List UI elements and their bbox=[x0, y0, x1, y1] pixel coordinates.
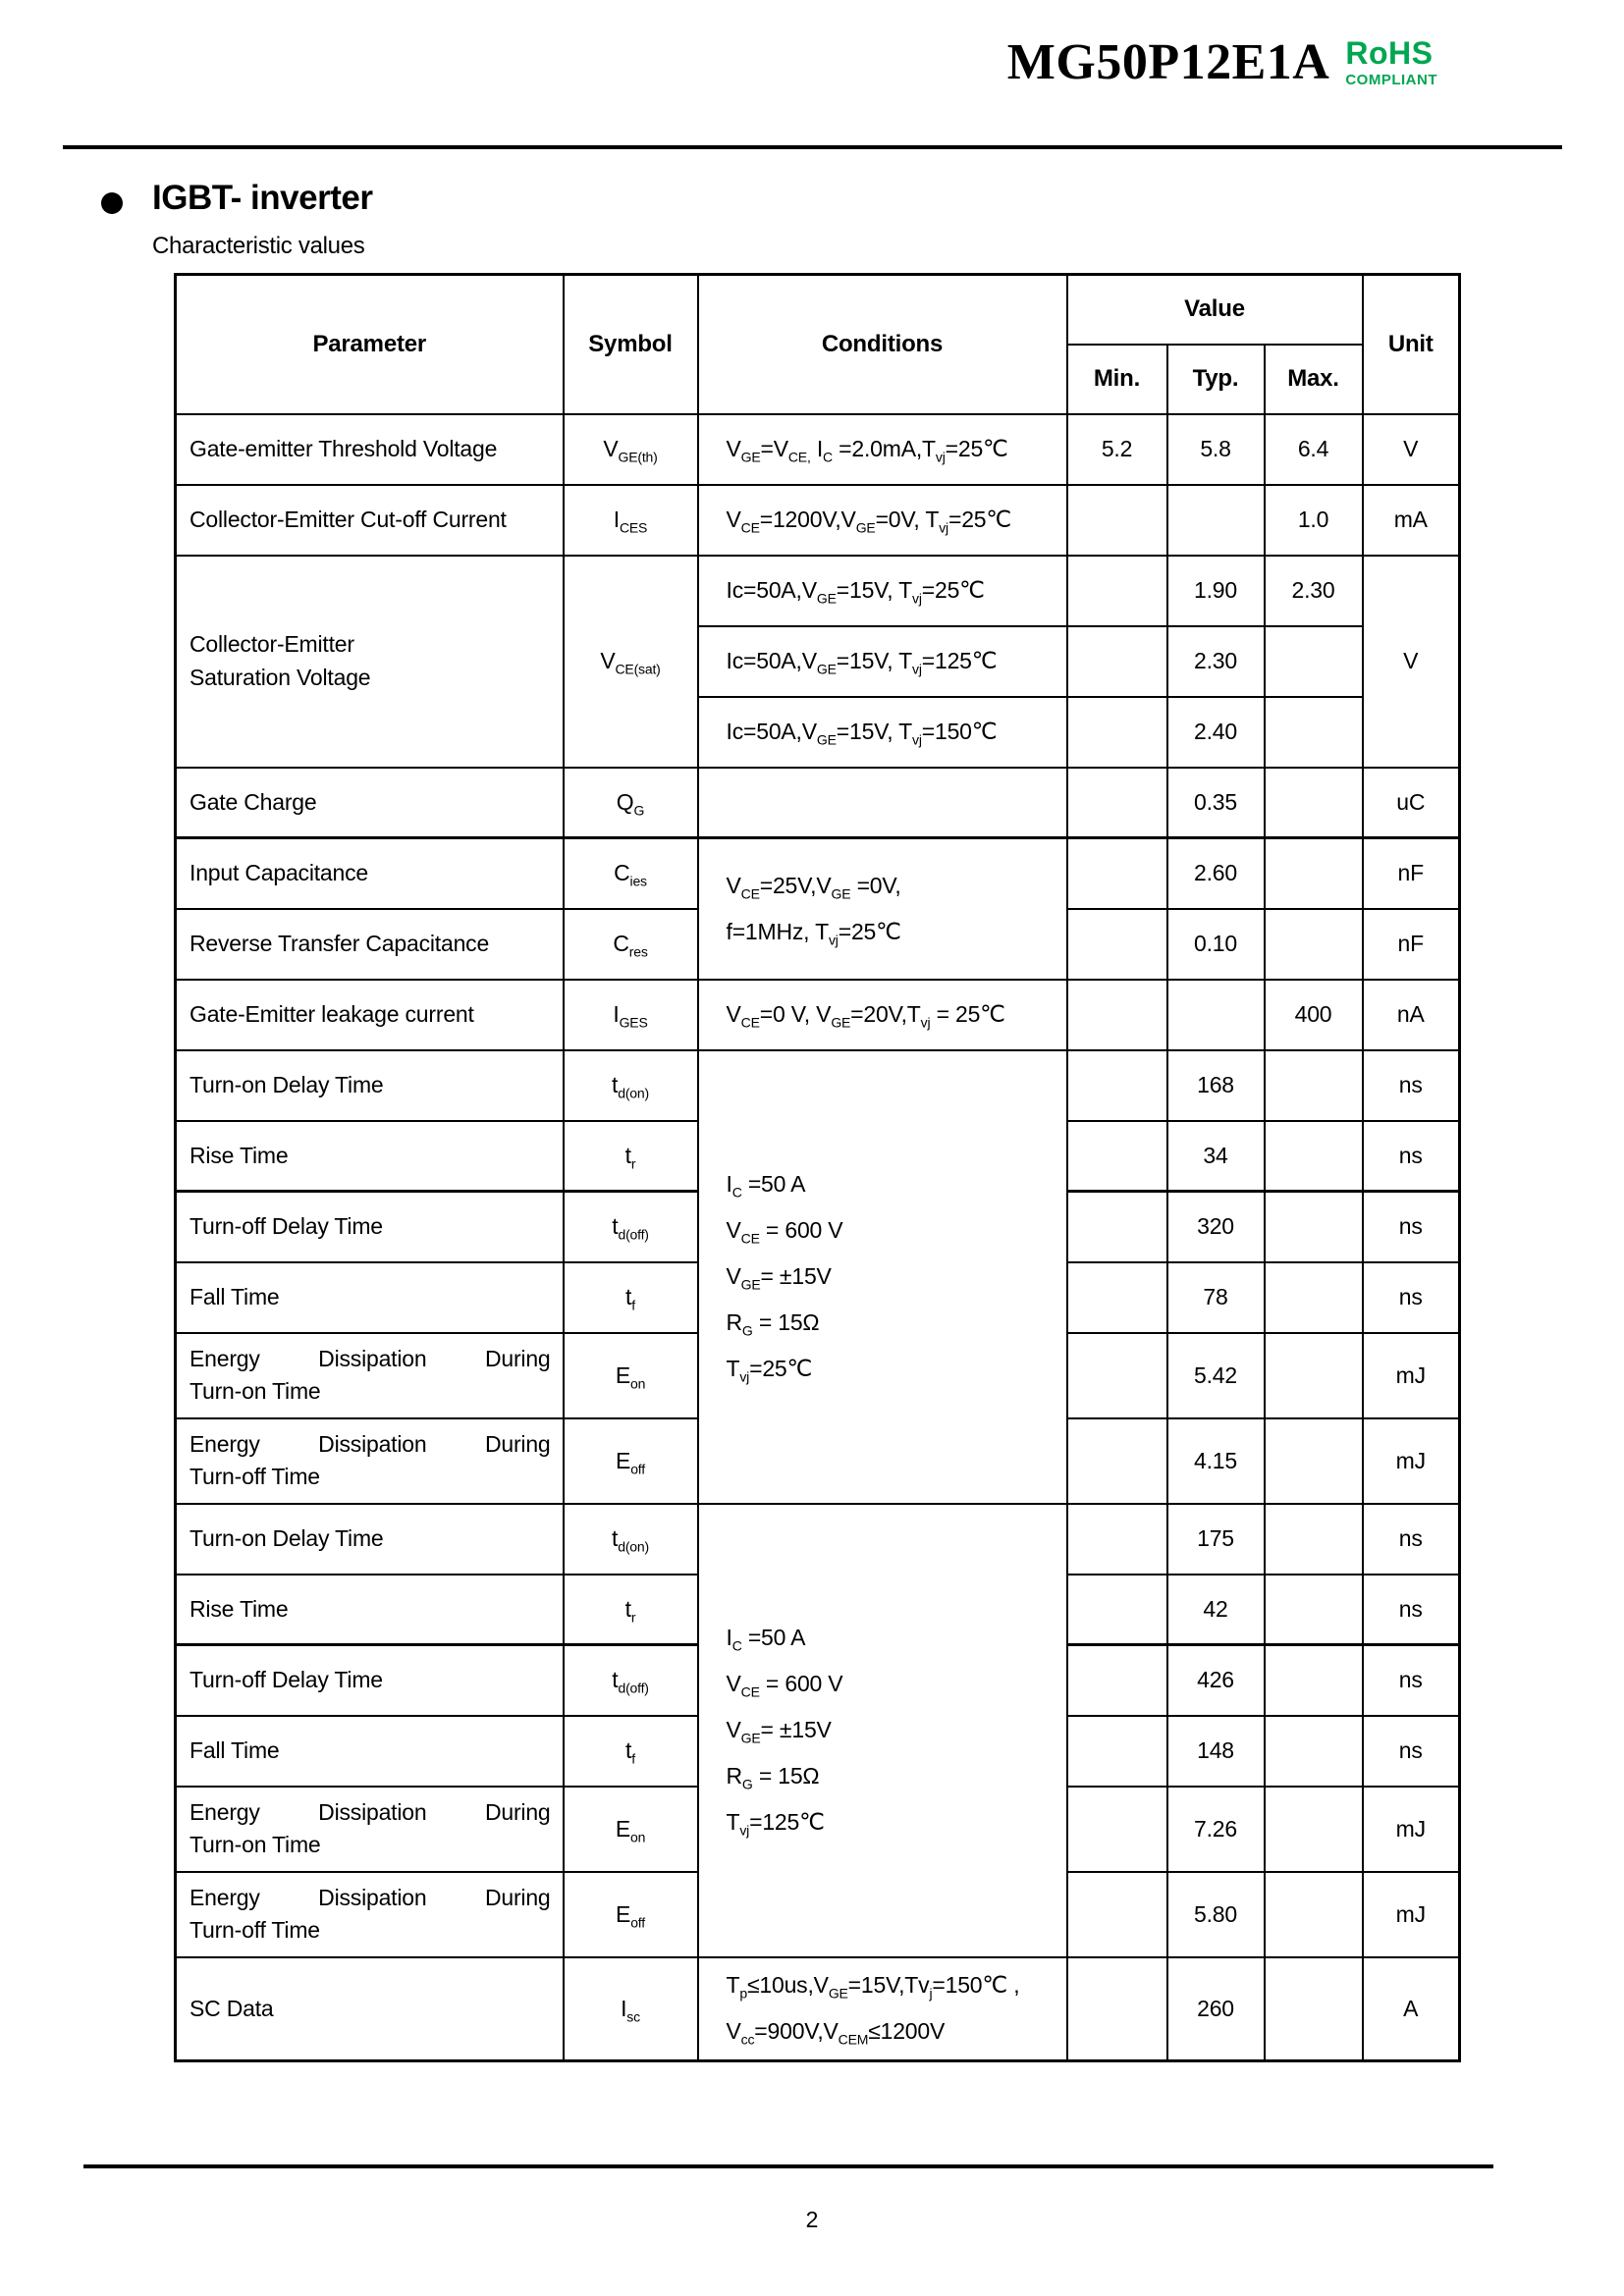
cell-conditions: $T_p\le 10us,V_{GE}=15V,Tv_j=150℃$ , $V_{cc}=900V,V_{CEM}\le 1200V$ bbox=[698, 1957, 1067, 2061]
cell-symbol: $t_{d(on)}$ bbox=[564, 1050, 698, 1121]
cell-typ: 78 bbox=[1167, 1262, 1265, 1333]
col-header-conditions: Conditions bbox=[698, 275, 1067, 414]
table-row bbox=[176, 1957, 1460, 2061]
col-header-value: Value bbox=[1067, 275, 1363, 345]
cell-unit: ns bbox=[1363, 1575, 1460, 1645]
cell-max bbox=[1265, 1575, 1363, 1645]
cell-symbol: $I_{sc}$ bbox=[564, 1957, 698, 2061]
col-header-min: Min. bbox=[1067, 345, 1167, 414]
cell-typ: 168 bbox=[1167, 1050, 1265, 1121]
bullet-icon bbox=[101, 192, 123, 214]
cell-typ: 260 bbox=[1167, 1957, 1265, 2061]
cell-max bbox=[1265, 838, 1363, 909]
cell-typ: 34 bbox=[1167, 1121, 1265, 1192]
cell-min bbox=[1067, 1262, 1167, 1333]
cell-typ: 175 bbox=[1167, 1504, 1265, 1575]
cell-symbol: $t_r$ bbox=[564, 1121, 698, 1192]
cell-conditions: $Ic=50A,V_{GE}=15V$, $T_{vj}=25℃$ bbox=[698, 556, 1067, 626]
cell-min bbox=[1067, 980, 1167, 1050]
cell-unit: uC bbox=[1363, 768, 1460, 838]
table-header-row bbox=[176, 275, 1460, 345]
cell-min: 5.2 bbox=[1067, 414, 1167, 485]
cell-typ: 5.42 bbox=[1167, 1333, 1265, 1418]
cell-conditions: $V_{CE}=0$ V, $V_{GE}=20V,T_{vj}$ = 25℃ bbox=[698, 980, 1067, 1050]
table-row bbox=[176, 556, 1460, 626]
cell-max bbox=[1265, 1121, 1363, 1192]
cell-conditions: $V_{CE}=25V,V_{GE} =0V$, f=1MHz, $T_{vj}=25℃$ bbox=[698, 838, 1067, 980]
cell-typ: 426 bbox=[1167, 1645, 1265, 1716]
cell-symbol: $t_{d(off)}$ bbox=[564, 1192, 698, 1262]
cell-typ: 2.40 bbox=[1167, 697, 1265, 768]
col-header-parameter: Parameter bbox=[176, 275, 564, 414]
cell-parameter: Turn-off Delay Time bbox=[176, 1645, 564, 1716]
cell-unit: ns bbox=[1363, 1262, 1460, 1333]
cell-max bbox=[1265, 1787, 1363, 1872]
cell-symbol: $I_{GES}$ bbox=[564, 980, 698, 1050]
cell-unit: A bbox=[1363, 1957, 1460, 2061]
cell-symbol: $t_f$ bbox=[564, 1262, 698, 1333]
cell-max bbox=[1265, 1418, 1363, 1504]
cell-parameter: Collector-Emitter Cut-off Current bbox=[176, 485, 564, 556]
cell-unit: mJ bbox=[1363, 1333, 1460, 1418]
col-header-unit: Unit bbox=[1363, 275, 1460, 414]
cell-parameter: Turn-on Delay Time bbox=[176, 1050, 564, 1121]
cell-min bbox=[1067, 1121, 1167, 1192]
cell-max: 6.4 bbox=[1265, 414, 1363, 485]
cell-min bbox=[1067, 1192, 1167, 1262]
cell-parameter: Energy Dissipation During Turn-off Time bbox=[176, 1872, 564, 1957]
cell-max bbox=[1265, 768, 1363, 838]
cell-parameter: SC Data bbox=[176, 1957, 564, 2061]
cell-unit: mJ bbox=[1363, 1787, 1460, 1872]
cell-min bbox=[1067, 838, 1167, 909]
cell-parameter: Turn-off Delay Time bbox=[176, 1192, 564, 1262]
cell-min bbox=[1067, 697, 1167, 768]
cell-typ bbox=[1167, 485, 1265, 556]
cell-unit: mA bbox=[1363, 485, 1460, 556]
table-row bbox=[176, 414, 1460, 485]
cell-max bbox=[1265, 1192, 1363, 1262]
cell-typ: 2.30 bbox=[1167, 626, 1265, 697]
cell-min bbox=[1067, 1333, 1167, 1418]
cell-max bbox=[1265, 697, 1363, 768]
cell-symbol: $Q_G$ bbox=[564, 768, 698, 838]
cell-symbol: $E_{on}$ bbox=[564, 1333, 698, 1418]
cell-unit: mJ bbox=[1363, 1418, 1460, 1504]
cell-symbol: $t_f$ bbox=[564, 1716, 698, 1787]
cell-typ: 4.15 bbox=[1167, 1418, 1265, 1504]
cell-min bbox=[1067, 768, 1167, 838]
cell-typ: 5.80 bbox=[1167, 1872, 1265, 1957]
cell-typ: 2.60 bbox=[1167, 838, 1265, 909]
cell-parameter: Rise Time bbox=[176, 1121, 564, 1192]
cell-max bbox=[1265, 1872, 1363, 1957]
cell-symbol: $E_{off}$ bbox=[564, 1872, 698, 1957]
cell-max bbox=[1265, 1504, 1363, 1575]
cell-unit: ns bbox=[1363, 1121, 1460, 1192]
cell-symbol: $I_{CES}$ bbox=[564, 485, 698, 556]
cell-typ: 5.8 bbox=[1167, 414, 1265, 485]
characteristics-table bbox=[174, 273, 1461, 2062]
cell-parameter: Energy Dissipation During Turn-off Time bbox=[176, 1418, 564, 1504]
cell-parameter: Gate Charge bbox=[176, 768, 564, 838]
cell-parameter: Turn-on Delay Time bbox=[176, 1504, 564, 1575]
cell-parameter: Energy Dissipation During Turn-on Time bbox=[176, 1787, 564, 1872]
cell-parameter: Fall Time bbox=[176, 1716, 564, 1787]
cell-parameter: Input Capacitance bbox=[176, 838, 564, 909]
cell-parameter: Gate-emitter Threshold Voltage bbox=[176, 414, 564, 485]
cell-max bbox=[1265, 1716, 1363, 1787]
cell-conditions: $I_C =50$ A $V_{CE} = 600$ V $V_{GE}= \pm 15V$ $R_G = 15\Omega$ $T_{vj}=25℃$ bbox=[698, 1050, 1067, 1504]
cell-min bbox=[1067, 1872, 1167, 1957]
table-row bbox=[176, 1504, 1460, 1575]
cell-min bbox=[1067, 485, 1167, 556]
cell-symbol: $C_{res}$ bbox=[564, 909, 698, 980]
table-row bbox=[176, 485, 1460, 556]
cell-min bbox=[1067, 1418, 1167, 1504]
cell-typ: 42 bbox=[1167, 1575, 1265, 1645]
document-header bbox=[1006, 34, 1437, 90]
cell-symbol: $C_{ies}$ bbox=[564, 838, 698, 909]
cell-unit: V bbox=[1363, 414, 1460, 485]
cell-symbol: $t_{d(on)}$ bbox=[564, 1504, 698, 1575]
cell-max bbox=[1265, 1957, 1363, 2061]
cell-typ: 148 bbox=[1167, 1716, 1265, 1787]
cell-unit: V bbox=[1363, 556, 1460, 768]
cell-unit: ns bbox=[1363, 1050, 1460, 1121]
cell-max bbox=[1265, 626, 1363, 697]
rohs-label: RoHS bbox=[1345, 35, 1434, 71]
cell-conditions: $V_{GE}=V_{CE,}$ $I_C$ $=2.0mA,T_{vj}=25℃$ bbox=[698, 414, 1067, 485]
cell-min bbox=[1067, 1716, 1167, 1787]
cell-min bbox=[1067, 1787, 1167, 1872]
table-row bbox=[176, 980, 1460, 1050]
cell-min bbox=[1067, 1050, 1167, 1121]
col-header-symbol: Symbol bbox=[564, 275, 698, 414]
cell-conditions: $Ic=50A,V_{GE}=15V$, $T_{vj}=125℃$ bbox=[698, 626, 1067, 697]
cell-min bbox=[1067, 1957, 1167, 2061]
col-header-typ: Typ. bbox=[1167, 345, 1265, 414]
cell-min bbox=[1067, 1645, 1167, 1716]
cell-unit: nF bbox=[1363, 909, 1460, 980]
cell-symbol: $E_{off}$ bbox=[564, 1418, 698, 1504]
cell-unit: nF bbox=[1363, 838, 1460, 909]
cell-typ bbox=[1167, 980, 1265, 1050]
cell-min bbox=[1067, 1504, 1167, 1575]
cell-max bbox=[1265, 909, 1363, 980]
header-divider bbox=[63, 145, 1562, 149]
cell-max: 400 bbox=[1265, 980, 1363, 1050]
section-subtitle: Characteristic values bbox=[152, 233, 365, 259]
cell-parameter: Collector-Emitter Saturation Voltage bbox=[176, 556, 564, 768]
cell-unit: ns bbox=[1363, 1645, 1460, 1716]
cell-max bbox=[1265, 1645, 1363, 1716]
cell-symbol: $V_{CE(sat)}$ bbox=[564, 556, 698, 768]
cell-unit: ns bbox=[1363, 1716, 1460, 1787]
cell-conditions: $V_{CE}=1200V,V_{GE}=0V$, $T_{vj}=25℃$ bbox=[698, 485, 1067, 556]
table-row bbox=[176, 768, 1460, 838]
cell-parameter: Gate-Emitter leakage current bbox=[176, 980, 564, 1050]
table-row bbox=[176, 1050, 1460, 1121]
cell-symbol: $t_{d(off)}$ bbox=[564, 1645, 698, 1716]
cell-unit: mJ bbox=[1363, 1872, 1460, 1957]
cell-conditions: $I_C =50$ A $V_{CE} = 600$ V $V_{GE}= \pm 15V$ $R_G = 15\Omega$ $T_{vj}=125℃$ bbox=[698, 1504, 1067, 1957]
cell-unit: ns bbox=[1363, 1192, 1460, 1262]
cell-symbol: $V_{GE(th)}$ bbox=[564, 414, 698, 485]
cell-conditions: $Ic=50A,V_{GE}=15V$, $T_{vj}=150℃$ bbox=[698, 697, 1067, 768]
cell-typ: 0.35 bbox=[1167, 768, 1265, 838]
cell-min bbox=[1067, 1575, 1167, 1645]
cell-max: 1.0 bbox=[1265, 485, 1363, 556]
section-title: IGBT- inverter bbox=[152, 179, 373, 217]
table-row bbox=[176, 838, 1460, 909]
cell-symbol: $E_{on}$ bbox=[564, 1787, 698, 1872]
page-number: 2 bbox=[805, 2207, 819, 2232]
cell-conditions bbox=[698, 768, 1067, 838]
cell-typ: 0.10 bbox=[1167, 909, 1265, 980]
rohs-compliant-label: COMPLIANT bbox=[1345, 72, 1437, 88]
cell-typ: 7.26 bbox=[1167, 1787, 1265, 1872]
cell-max bbox=[1265, 1262, 1363, 1333]
cell-max: 2.30 bbox=[1265, 556, 1363, 626]
cell-symbol: $t_r$ bbox=[564, 1575, 698, 1645]
footer-divider bbox=[83, 2164, 1493, 2168]
cell-parameter: Fall Time bbox=[176, 1262, 564, 1333]
cell-typ: 1.90 bbox=[1167, 556, 1265, 626]
rohs-badge bbox=[1345, 37, 1437, 88]
cell-min bbox=[1067, 909, 1167, 980]
cell-min bbox=[1067, 556, 1167, 626]
cell-unit: nA bbox=[1363, 980, 1460, 1050]
cell-max bbox=[1265, 1050, 1363, 1121]
cell-unit: ns bbox=[1363, 1504, 1460, 1575]
col-header-max: Max. bbox=[1265, 345, 1363, 414]
cell-max bbox=[1265, 1333, 1363, 1418]
part-number-title: MG50P12E1A bbox=[1006, 34, 1330, 90]
cell-parameter: Energy Dissipation During Turn-on Time bbox=[176, 1333, 564, 1418]
cell-typ: 320 bbox=[1167, 1192, 1265, 1262]
cell-parameter: Rise Time bbox=[176, 1575, 564, 1645]
cell-min bbox=[1067, 626, 1167, 697]
cell-parameter: Reverse Transfer Capacitance bbox=[176, 909, 564, 980]
